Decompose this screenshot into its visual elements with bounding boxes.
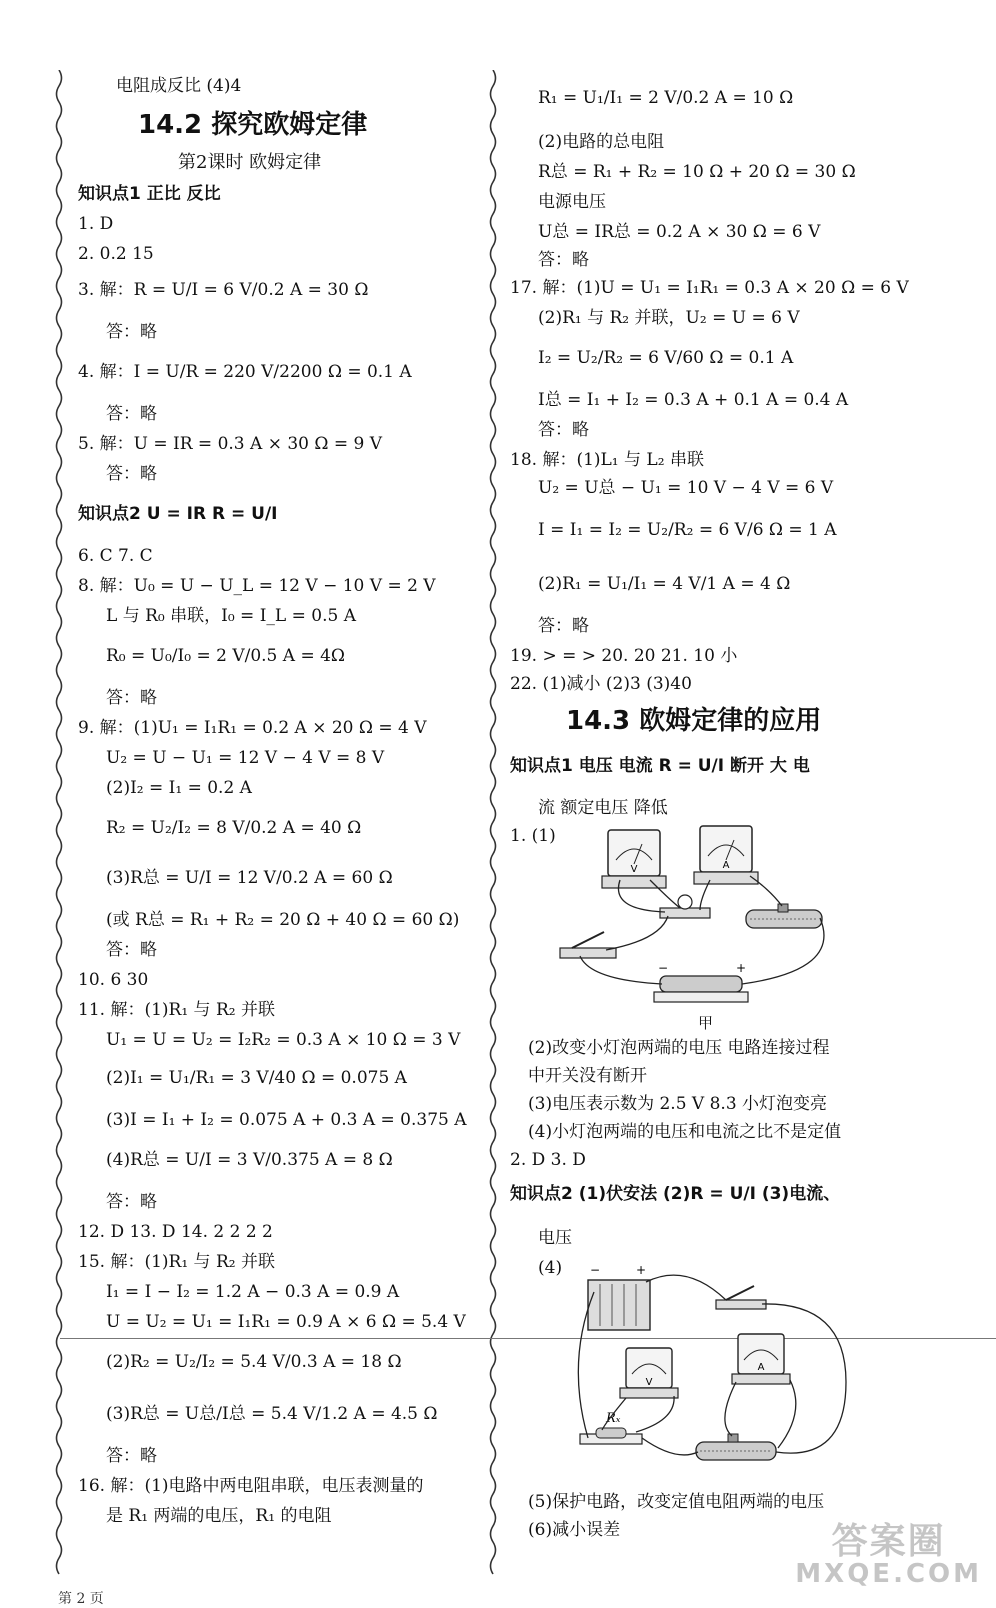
answer-line: 中开关没有断开: [528, 1066, 647, 1086]
answer-line: U₂ = U − U₁ = 12 V − 4 V = 8 V: [106, 748, 385, 768]
answer-line: 电源电压: [538, 192, 606, 212]
answer-line: U = U₂ = U₁ = I₁R₁ = 0.9 A × 6 Ω = 5.4 V: [106, 1312, 466, 1332]
answer-line: (3)I = I₁ + I₂ = 0.075 A + 0.3 A = 0.375 A: [106, 1110, 467, 1130]
knowledge-point-2: 知识点2 (1)伏安法 (2)R = U/I (3)电流、: [510, 1184, 841, 1204]
answer-line: R₀ = U₀/I₀ = 2 V/0.5 A = 4Ω: [106, 646, 346, 666]
answer-line: 流 额定电压 降低: [538, 798, 668, 818]
resistor-label: Rₓ: [606, 1411, 621, 1426]
answer-line: 答：略: [106, 1192, 157, 1212]
answer-line: 答：略: [538, 420, 589, 440]
ammeter-meter: [732, 1334, 790, 1384]
battery-pack: [588, 1263, 650, 1330]
ammeter-label: A: [757, 1362, 765, 1373]
answer-line: R₂ = U₂/I₂ = 8 V/0.2 A = 40 Ω: [106, 818, 362, 838]
battery-plus-label: +: [736, 961, 747, 975]
answer-line: 19. > = > 20. 20 21. 10 小: [510, 646, 738, 666]
figure-caption: 甲: [698, 1014, 714, 1032]
answer-line: 答：略: [106, 322, 157, 342]
ammeter-label: A: [722, 860, 730, 871]
answer-line: R₁ = U₁/I₁ = 2 V/0.2 A = 10 Ω: [538, 88, 794, 108]
answer-line: (4)小灯泡两端的电压和电流之比不是定值: [528, 1122, 842, 1142]
answer-line: (2)I₁ = U₁/R₁ = 3 V/40 Ω = 0.075 A: [106, 1068, 407, 1088]
answer-line: I = I₁ = I₂ = U₂/R₂ = 6 V/6 Ω = 1 A: [538, 520, 837, 540]
answer-line: I₂ = U₂/R₂ = 6 V/60 Ω = 0.1 A: [538, 348, 794, 368]
answer-line: 17. 解：(1)U = U₁ = I₁R₁ = 0.3 A × 20 Ω = 6 V: [510, 278, 909, 298]
answer-line: 18. 解：(1)L₁ 与 L₂ 串联: [510, 450, 704, 470]
answer-line: 答：略: [538, 250, 589, 270]
battery-plus-label: +: [636, 1263, 647, 1277]
answer-line: 答：略: [106, 688, 157, 708]
answer-line: I₁ = I − I₂ = 1.2 A − 0.3 A = 0.9 A: [106, 1282, 400, 1302]
answer-line: 1. D: [78, 214, 114, 234]
answer-line: L 与 R₀ 串联，I₀ = I_L = 0.5 A: [106, 606, 356, 626]
answer-line: R总 = R₁ + R₂ = 10 Ω + 20 Ω = 30 Ω: [538, 162, 856, 182]
answer-line: (或 R总 = R₁ + R₂ = 20 Ω + 40 Ω = 60 Ω): [106, 910, 460, 930]
ammeter-meter: [694, 826, 758, 884]
answer-line: 9. 解：(1)U₁ = I₁R₁ = 0.2 A × 20 Ω = 4 V: [78, 718, 427, 738]
voltmeter-label: V: [630, 864, 638, 875]
battery-minus-label: −: [658, 961, 669, 975]
knowledge-point-2: 知识点2 U = IR R = U/I: [78, 504, 278, 524]
battery: [654, 961, 748, 1002]
answer-line: 答：略: [106, 404, 157, 424]
rheostat: [696, 1434, 776, 1460]
circuit-diagram-2: [566, 1262, 956, 1488]
answer-line: 11. 解：(1)R₁ 与 R₂ 并联: [78, 1000, 275, 1020]
answer-line: (2)I₂ = I₁ = 0.2 A: [106, 778, 252, 798]
answer-line: (4)R总 = U/I = 3 V/0.375 A = 8 Ω: [106, 1150, 393, 1170]
answer-line: (6)减小误差: [528, 1520, 621, 1540]
answer-line: 答：略: [106, 1446, 157, 1466]
answer-line: (2)R₁ = U₁/I₁ = 4 V/1 A = 4 Ω: [538, 574, 791, 594]
knowledge-point-1: 知识点1 电压 电流 R = U/I 断开 大 电: [510, 756, 810, 776]
answer-line: 10. 6 30: [78, 970, 149, 990]
voltmeter-meter: [620, 1348, 678, 1398]
answer-line: 3. 解：R = U/I = 6 V/0.2 A = 30 Ω: [78, 280, 369, 300]
wires: [580, 876, 824, 984]
answer-line: 电压: [538, 1228, 572, 1248]
answer-line: 答：略: [538, 616, 589, 636]
answer-line: 5. 解：U = IR = 0.3 A × 30 Ω = 9 V: [78, 434, 383, 454]
answer-line: (2)R₁ 与 R₂ 并联，U₂ = U = 6 V: [538, 308, 800, 328]
answer-line: (5)保护电路，改变定值电阻两端的电压: [528, 1492, 825, 1512]
answer-line: 15. 解：(1)R₁ 与 R₂ 并联: [78, 1252, 275, 1272]
answer-line: 答：略: [106, 940, 157, 960]
watermark: [795, 1520, 982, 1589]
watermark-title: 答案圈: [831, 1520, 946, 1562]
lesson-subtitle: 第2课时 欧姆定律: [178, 152, 322, 173]
section-title: 14.3 欧姆定律的应用: [566, 706, 822, 736]
answer-line: 8. 解：U₀ = U − U_L = 12 V − 10 V = 2 V: [78, 576, 436, 596]
answer-line: 1. (1): [510, 826, 556, 846]
answer-line: U总 = IR总 = 0.2 A × 30 Ω = 6 V: [538, 222, 821, 242]
answer-line: (2)改变小灯泡两端的电压 电路连接过程: [528, 1038, 830, 1058]
battery-minus-label: −: [590, 1263, 601, 1277]
answer-line: 22. (1)减小 (2)3 (3)40: [510, 674, 692, 694]
answer-line: (4): [538, 1258, 563, 1278]
answer-line: 是 R₁ 两端的电压，R₁ 的电阻: [106, 1506, 332, 1526]
text-line: 电阻成反比 (4)4: [116, 76, 242, 96]
answer-line: I总 = I₁ + I₂ = 0.3 A + 0.1 A = 0.4 A: [538, 390, 849, 410]
left-wavy-border: [52, 70, 66, 1580]
section-title: 14.2 探究欧姆定律: [138, 110, 368, 140]
voltmeter-meter: [602, 830, 666, 888]
answer-line: 16. 解：(1)电路中两电阻串联，电压表测量的: [78, 1476, 424, 1496]
answer-line: (3)R总 = U/I = 12 V/0.2 A = 60 Ω: [106, 868, 393, 888]
answer-line: 12. D 13. D 14. 2 2 2 2: [78, 1222, 273, 1242]
answer-line: (3)R总 = U总/I总 = 5.4 V/1.2 A = 4.5 Ω: [106, 1404, 438, 1424]
answer-line: U₂ = U总 − U₁ = 10 V − 4 V = 6 V: [538, 478, 834, 498]
answer-line: 2. D 3. D: [510, 1150, 586, 1170]
answer-line: 2. 0.2 15: [78, 244, 154, 264]
circuit-diagram-1: [550, 820, 850, 1012]
answer-line: U₁ = U = U₂ = I₂R₂ = 0.3 A × 10 Ω = 3 V: [106, 1030, 461, 1050]
knowledge-point-1: 知识点1 正比 反比: [78, 184, 221, 204]
watermark-url: MXQE.COM: [795, 1558, 982, 1589]
answer-line: (2)R₂ = U₂/I₂ = 5.4 V/0.3 A = 18 Ω: [106, 1352, 402, 1372]
answer-line: 6. C 7. C: [78, 546, 153, 566]
answer-line: (3)电压表示数为 2.5 V 8.3 小灯泡变亮: [528, 1094, 828, 1114]
answer-line: 4. 解：I = U/R = 220 V/2200 Ω = 0.1 A: [78, 362, 412, 382]
rheostat: [746, 904, 822, 928]
answer-line: (2)电路的总电阻: [538, 132, 665, 152]
page-footer: 第 2 页: [58, 1591, 104, 1607]
center-wavy-border: [486, 70, 500, 1580]
switch: [560, 932, 616, 958]
voltmeter-label: V: [645, 1377, 653, 1388]
answer-line: 答：略: [106, 464, 157, 484]
